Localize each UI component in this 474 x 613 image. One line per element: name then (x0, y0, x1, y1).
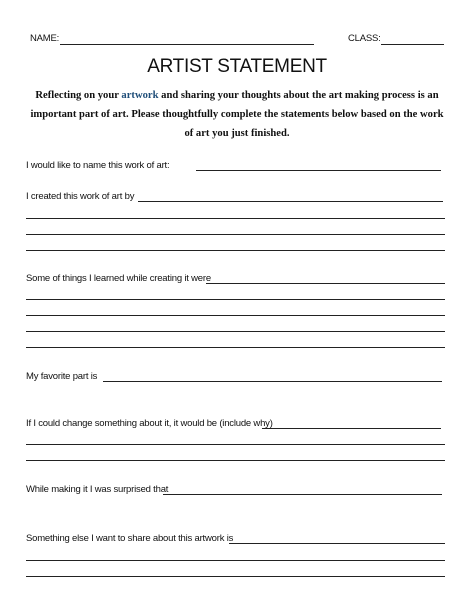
name-field-line[interactable] (60, 44, 314, 45)
answer-line[interactable] (206, 283, 445, 284)
answer-line[interactable] (26, 234, 445, 235)
answer-line[interactable] (138, 201, 443, 202)
prompt-change-something: If I could change something about it, it would be (include why) (26, 418, 273, 429)
answer-line[interactable] (26, 560, 445, 561)
intro-line-3: of art you just finished. (184, 128, 290, 139)
answer-line[interactable] (26, 576, 445, 577)
answer-line[interactable] (196, 170, 441, 171)
answer-line[interactable] (262, 428, 441, 429)
answer-line[interactable] (163, 494, 442, 495)
intro-line-1: Reflecting on your artwork and sharing your thoughts about the art making process is an (35, 90, 439, 101)
prompt-things-learned: Some of things I learned while creating it were (26, 273, 211, 284)
answer-line[interactable] (26, 315, 445, 316)
answer-line[interactable] (26, 250, 445, 251)
prompt-favorite-part: My favorite part is (26, 371, 98, 382)
page-title: ARTIST STATEMENT (147, 56, 327, 77)
class-label: CLASS: (348, 33, 381, 44)
answer-line[interactable] (26, 218, 445, 219)
answer-line[interactable] (26, 299, 445, 300)
name-label: NAME: (30, 33, 60, 44)
prompt-created-by: I created this work of art by (26, 191, 135, 202)
answer-line[interactable] (26, 347, 445, 348)
answer-line[interactable] (103, 381, 442, 382)
answer-line[interactable] (26, 460, 445, 461)
answer-line[interactable] (26, 331, 445, 332)
intro-paragraph (0, 86, 474, 143)
answer-line[interactable] (229, 543, 445, 544)
artwork-highlight: artwork (121, 90, 159, 101)
prompt-something-else: Something else I want to share about this artwork is (26, 533, 234, 544)
class-field-line[interactable] (381, 44, 444, 45)
intro-line-2: important part of art. Please thoughtfully complete the statements below based on the work (30, 109, 444, 120)
prompt-name-artwork: I would like to name this work of art: (26, 160, 170, 171)
prompt-surprised: While making it I was surprised that (26, 484, 169, 495)
answer-line[interactable] (26, 444, 445, 445)
